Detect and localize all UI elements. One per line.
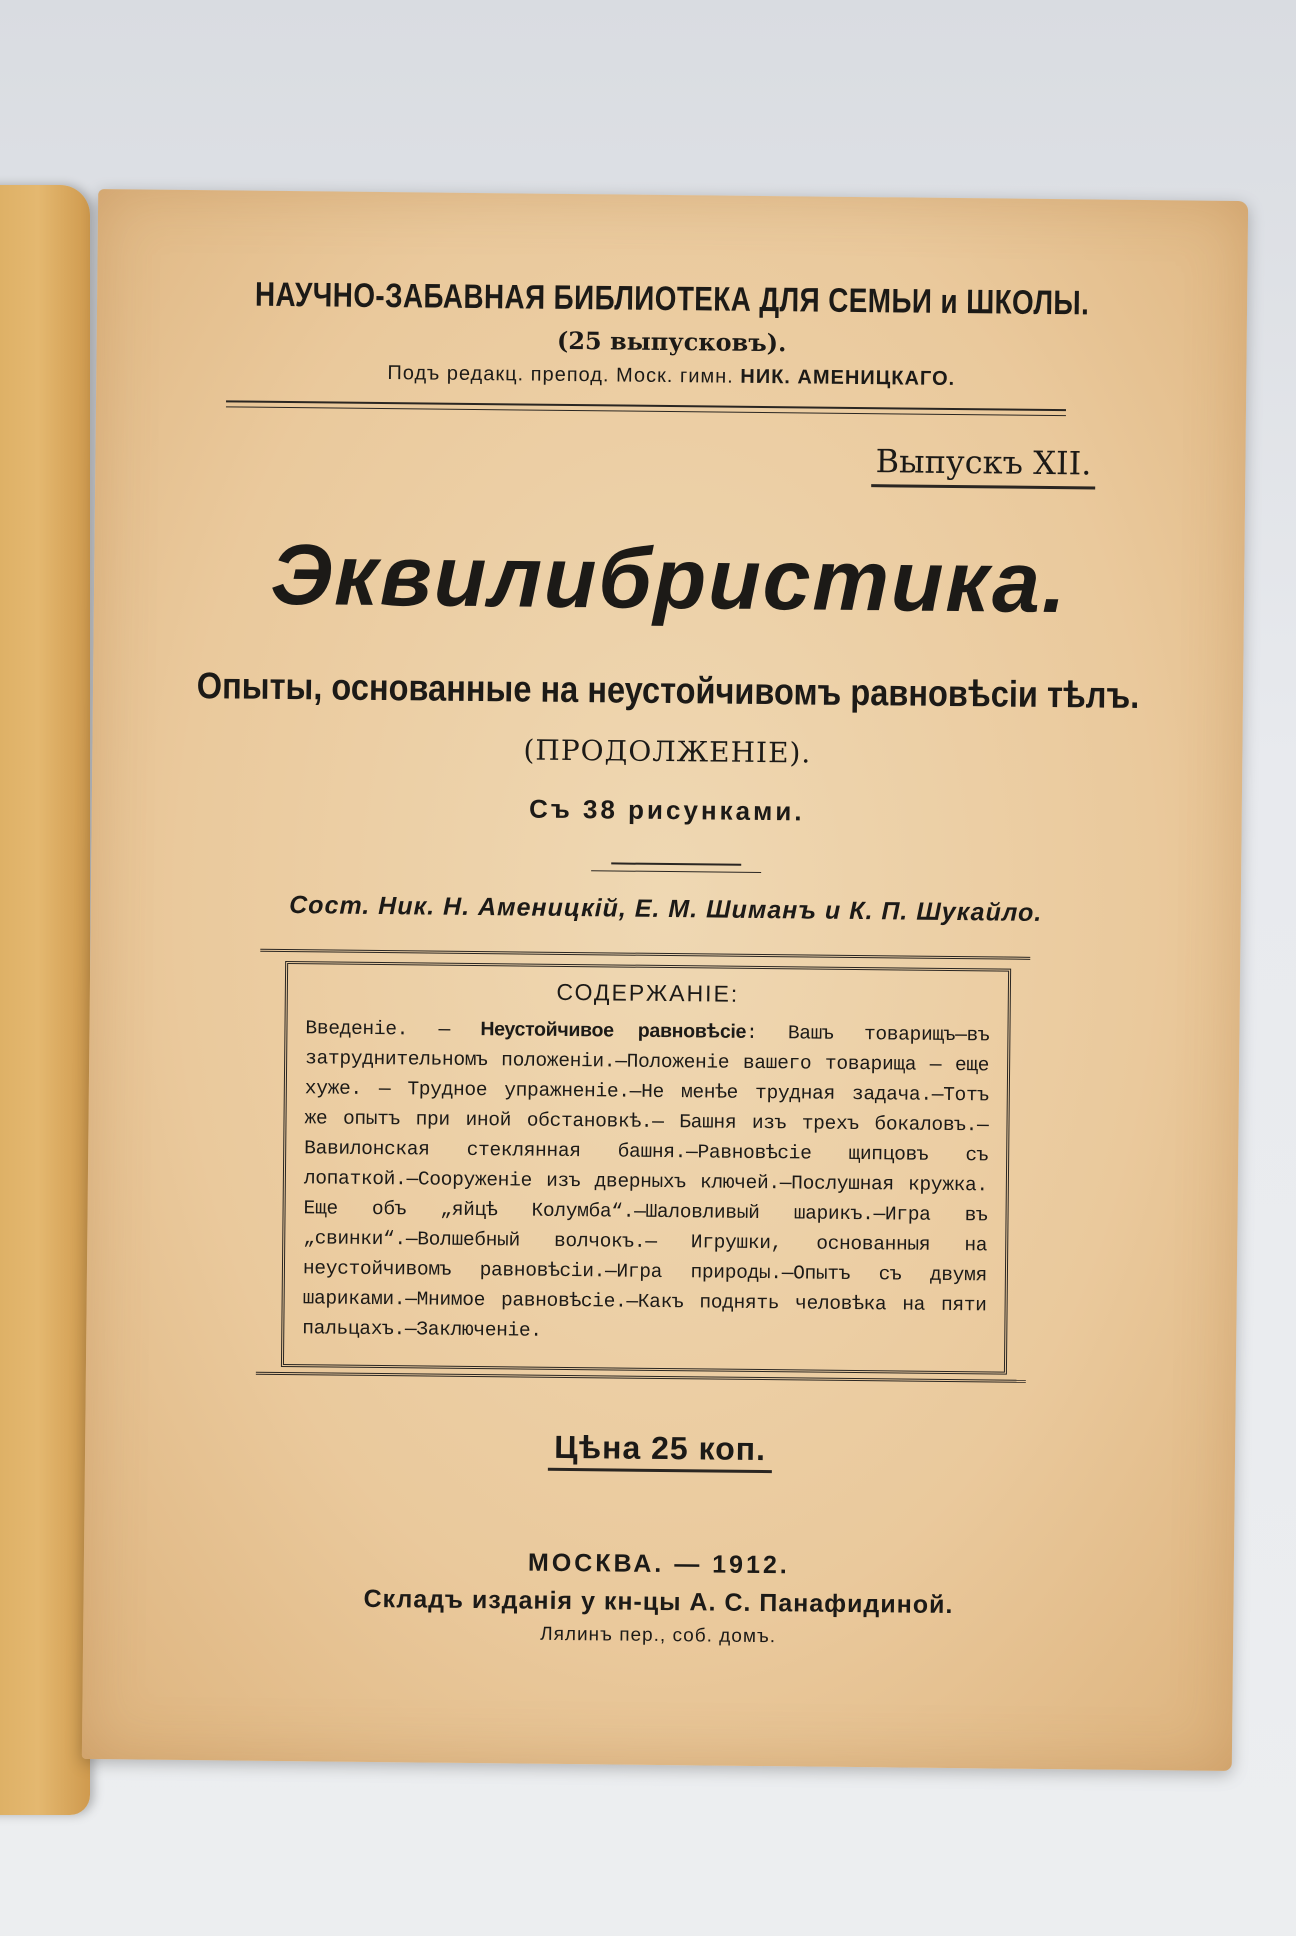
table-of-contents	[281, 961, 1011, 1375]
left-page-edge	[0, 185, 90, 1815]
price-text: Цѣна 25 коп.	[548, 1429, 772, 1473]
publication-city-year: МОСКВА. — 1912.	[527, 1548, 790, 1580]
editor-name: НИК. АМЕНИЦКАГО.	[740, 365, 956, 391]
authors-line: Сост. Ник. Н. Аменицкій, Е. М. Шиманъ и К. П. Шукайло.	[289, 891, 1043, 927]
editor-prefix: Подъ редакц. препод. Моск. гимн.	[387, 362, 734, 388]
top-divider	[226, 400, 1066, 416]
toc-heading: СОДЕРЖАНІЕ:	[556, 978, 740, 1007]
short-divider-2	[591, 870, 761, 873]
editor-line	[96, 359, 1246, 394]
toc-section-title: Неустойчивое равновѣсіе	[480, 1018, 747, 1043]
continuation-label: (ПРОДОЛЖЕНІЕ).	[523, 733, 812, 770]
publisher-warehouse: Складъ изданія у кн-цы А. С. Панафидиной.	[363, 1584, 954, 1620]
figures-count: Съ 38 рисунками.	[528, 793, 805, 827]
book-title: Эквилибристика.	[269, 526, 1069, 632]
title-page	[82, 189, 1248, 1771]
volumes-count: (25 выпусковъ).	[556, 325, 787, 358]
series-title: НАУЧНО-ЗАБАВНАЯ БИБЛИОТЕКА ДЛЯ СЕМЬИ и ШКОЛЫ.	[254, 275, 1090, 323]
toc-text	[302, 1012, 989, 1350]
price-label	[85, 1424, 1235, 1473]
publisher-address: Лялинъ пер., соб. домъ.	[540, 1623, 777, 1648]
short-divider	[611, 862, 741, 865]
toc-entries: : Вашъ товарищъ—въ затруднительномъ положеніи.—Положеніе вашего товарища — еще хуже. — Трудное упражненіе.—Не менѣе трудная задача.—Тотъ же опытъ при иной обстановкѣ.— Башня изъ трехъ бокаловъ.—Вавилонская стеклянная башня.—Равновѣсіе щипцовъ съ лопаткой.—Сооруженіе изъ дверныхъ ключей.—Послушная кружка. Еще объ „яйцѣ Колумба“.—Шаловливый шарикъ.—Игра въ „свинки“.—Волшебный волчокъ.— Игрушки, основанныя на неустойчивомъ равновѣсіи.—Игра природы.—Опытъ съ двумя шариками.—Мнимое равновѣсіе.—Какъ поднять человѣка на пяти пальцахъ.—Заключеніе.	[302, 1021, 990, 1342]
toc-intro: Введеніе. —	[305, 1017, 451, 1041]
issue-number: Выпускъ XII.	[871, 442, 1095, 489]
book-subtitle: Опыты, основанные на неустойчивомъ равновѣсіи тѣлъ.	[196, 665, 1140, 716]
